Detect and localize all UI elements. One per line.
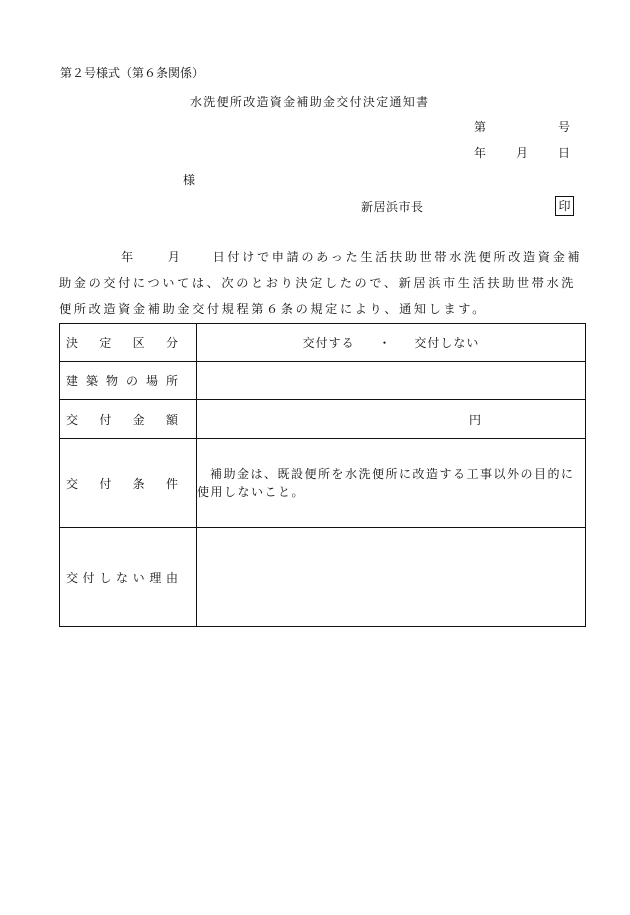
- doc-date-day: 日: [558, 146, 571, 160]
- building-location-value: [197, 362, 586, 400]
- row-label: [60, 324, 197, 362]
- body-paragraph: [59, 244, 586, 322]
- seal-mark: 印: [555, 196, 574, 216]
- row-label: [60, 528, 197, 627]
- table-row: [60, 439, 586, 528]
- doc-date-year: 年: [474, 146, 487, 160]
- body-date-month: 月: [167, 250, 183, 264]
- document-title: 水洗便所改造資金補助金交付決定通知書: [190, 95, 430, 109]
- row-label-text: 交付条件: [66, 476, 178, 491]
- body-date-year: 年: [121, 250, 136, 264]
- row-label-text: 交付金額: [66, 412, 178, 427]
- table-row: [60, 528, 586, 627]
- row-label-text: 建築物の場所: [66, 374, 178, 388]
- decision-option-grant: 交付する: [302, 336, 355, 350]
- form-number: 第２号様式（第６条関係）: [60, 66, 205, 80]
- issuer-name: 新居浜市長: [361, 200, 424, 214]
- row-label: [60, 400, 197, 439]
- denial-reason-value: [197, 528, 586, 627]
- row-label: [60, 362, 197, 400]
- row-label-text: 決定区分: [66, 336, 178, 350]
- yen-unit: 円: [469, 412, 482, 427]
- table-row: [60, 400, 586, 439]
- decision-table: [59, 323, 586, 627]
- decision-option-deny: 交付しない: [414, 336, 480, 350]
- body-text: 日付けで申請のあった生活扶助世帯水洗便所改造資金補助金の交付については、次のとおり決定したので、新居浜市生活扶助世帯水洗便所改造資金補助金交付規程第６条の規定により、通知します。: [59, 250, 583, 316]
- decision-value: [197, 324, 586, 362]
- table-row: [60, 362, 586, 400]
- grant-conditions-value: 補助金は、既設便所を水洗便所に改造する工事以外の目的に使用しないこと。: [197, 439, 586, 528]
- doc-number-prefix: 第: [474, 120, 487, 134]
- decision-separator: ・: [378, 336, 391, 350]
- table-row: [60, 324, 586, 362]
- row-label: [60, 439, 197, 528]
- grant-amount-value: [197, 400, 586, 439]
- doc-number-suffix: 号: [558, 120, 571, 134]
- addressee-honorific: 様: [183, 173, 196, 187]
- doc-date-month: 月: [516, 146, 529, 160]
- row-label-text: 交付しない理由: [66, 570, 178, 585]
